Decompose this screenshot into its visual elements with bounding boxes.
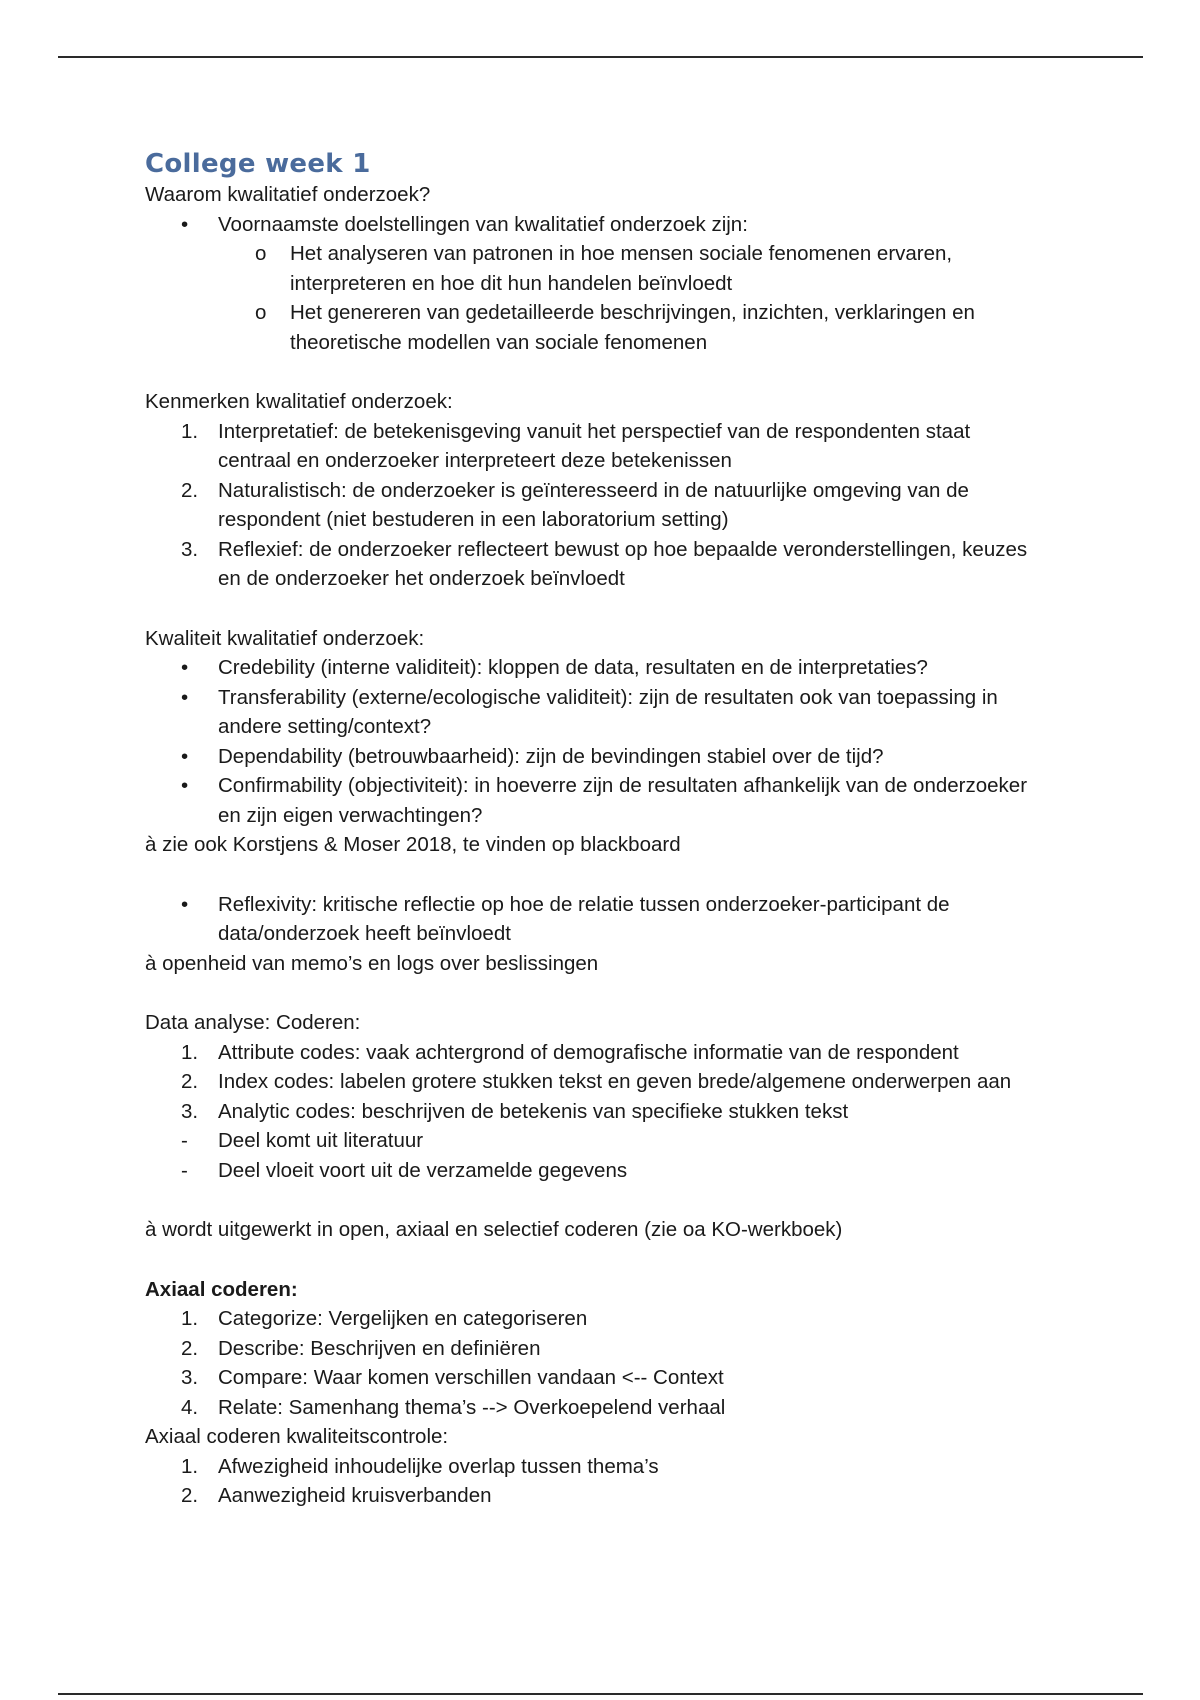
list-item [145,1304,1045,1334]
list-item-text: Credebility (interne validiteit): kloppen de data, resultaten en de interpretaties? [218,656,928,679]
list-item [145,653,1045,683]
footer-rule [58,1693,1143,1695]
bullet-marker: • [181,892,189,916]
number-marker: 1. [181,1454,199,1478]
page-title: College week 1 [145,149,371,179]
list-item [145,1126,1045,1156]
list-item [145,890,1045,949]
list-item-text: Deel vloeit voort uit de verzamelde gegevens [218,1158,628,1182]
section-heading: Kwaliteit kwalitatief onderzoek: [145,626,425,650]
note-text: à openheid van memo’s en logs over beslissingen [145,951,599,975]
number-marker: 2. [181,1070,199,1093]
list-item-text: Interpretatief: de betekenisgeving vanuit het perspectief van de respondenten staat centraal en onderzoeker interpreteert deze betekenissen [218,419,971,472]
list-item-text: Het genereren van gedetailleerde beschrijvingen, inzichten, verklaringen en theoretische modellen van sociale fenomenen [290,301,975,354]
number-marker: 3. [181,1366,199,1389]
list-item-text: Reflexivity: kritische reflectie op hoe de relatie tussen onderzoeker-participant de data/onderzoek heeft beïnvloedt [218,892,950,945]
list-item [145,771,1045,830]
list-item [145,683,1045,742]
header-rule [58,56,1143,58]
section-heading: Kenmerken kwalitatief onderzoek: [145,390,453,413]
dash-marker: - [181,1129,188,1152]
list-item [145,1156,1045,1186]
list-item [145,1038,1045,1068]
list-item [145,239,1045,298]
note-text: à wordt uitgewerkt in open, axiaal en selectief coderen (zie oa KO-werkboek) [145,1218,843,1241]
list-item-text: Relate: Samenhang thema’s --> Overkoepelend verhaal [218,1395,726,1419]
list-item-text: Aanwezigheid kruisverbanden [218,1484,492,1507]
number-marker: 2. [181,478,199,502]
section-heading: Axiaal coderen: [145,1277,298,1301]
document-body [145,148,1045,1511]
list-item-text: Compare: Waar komen verschillen vandaan <-- Context [218,1366,724,1389]
number-marker: 1. [181,419,199,443]
list-item [145,298,1045,357]
section-heading: Data analyse: Coderen: [145,1011,361,1034]
list-item-text: Reflexief: de onderzoeker reflecteert bewust op hoe bepaalde veronderstellingen, keuzes en de onderzoeker het onderzoek beïnvloedt [218,537,1028,590]
list-item [145,417,1045,476]
number-marker: 3. [181,1099,199,1123]
number-marker: 1. [181,1040,199,1064]
bullet-marker: • [181,744,189,768]
bullet-marker: o [255,301,267,324]
list-item [145,210,1045,240]
list-item [145,476,1045,535]
list-item-text: Dependability (betrouwbaarheid): zijn de bevindingen stabiel over de tijd? [218,744,884,768]
list-item-text: Naturalistisch: de onderzoeker is geïnteresseerd in de natuurlijke omgeving van de respondent (niet bestuderen in een laboratorium setting) [218,478,969,531]
bullet-marker: • [181,212,189,236]
bullet-marker: • [181,656,189,679]
bullet-marker: • [181,774,189,797]
list-item-text: Attribute codes: vaak achtergrond of demografische informatie van de respondent [218,1040,959,1064]
number-marker: 2. [181,1336,199,1360]
number-marker: 3. [181,537,199,561]
list-item [145,1097,1045,1127]
bullet-marker: o [255,242,267,265]
list-item-text: Describe: Beschrijven en definiëren [218,1336,541,1360]
section-heading: Axiaal coderen kwaliteitscontrole: [145,1425,449,1448]
list-item-text: Transferability (externe/ecologische validiteit): zijn de resultaten ook van toepassing in andere setting/context? [218,685,998,738]
list-item-text: Analytic codes: beschrijven de betekenis van specifieke stukken tekst [218,1099,849,1123]
list-item-text: Categorize: Vergelijken en categoriseren [218,1307,588,1330]
number-marker: 2. [181,1484,199,1507]
list-item [145,1067,1045,1097]
bullet-marker: • [181,685,189,709]
list-item-text: Afwezigheid inhoudelijke overlap tussen thema’s [218,1454,659,1478]
list-item-text: Voornaamste doelstellingen van kwalitatief onderzoek zijn: [218,212,748,236]
list-item [145,1452,1045,1482]
list-item-text: Deel komt uit literatuur [218,1129,424,1152]
section-heading: Waarom kwalitatief onderzoek? [145,183,431,206]
list-item-text: Confirmability (objectiviteit): in hoeverre zijn de resultaten afhankelijk van de onderzoeker en zijn eigen verwachtingen? [218,774,1028,827]
list-item [145,1334,1045,1364]
dash-marker: - [181,1158,188,1182]
list-item [145,1393,1045,1423]
number-marker: 1. [181,1307,199,1330]
note-text: à zie ook Korstjens & Moser 2018, te vinden op blackboard [145,833,681,856]
list-item [145,535,1045,594]
list-item [145,1363,1045,1393]
list-item [145,742,1045,772]
list-item-text: Het analyseren van patronen in hoe mensen sociale fenomenen ervaren, interpreteren en hoe dit hun handelen beïnvloedt [290,242,953,295]
number-marker: 4. [181,1395,199,1419]
list-item-text: Index codes: labelen grotere stukken tekst en geven brede/algemene onderwerpen aan [218,1070,1012,1093]
list-item [145,1481,1045,1511]
